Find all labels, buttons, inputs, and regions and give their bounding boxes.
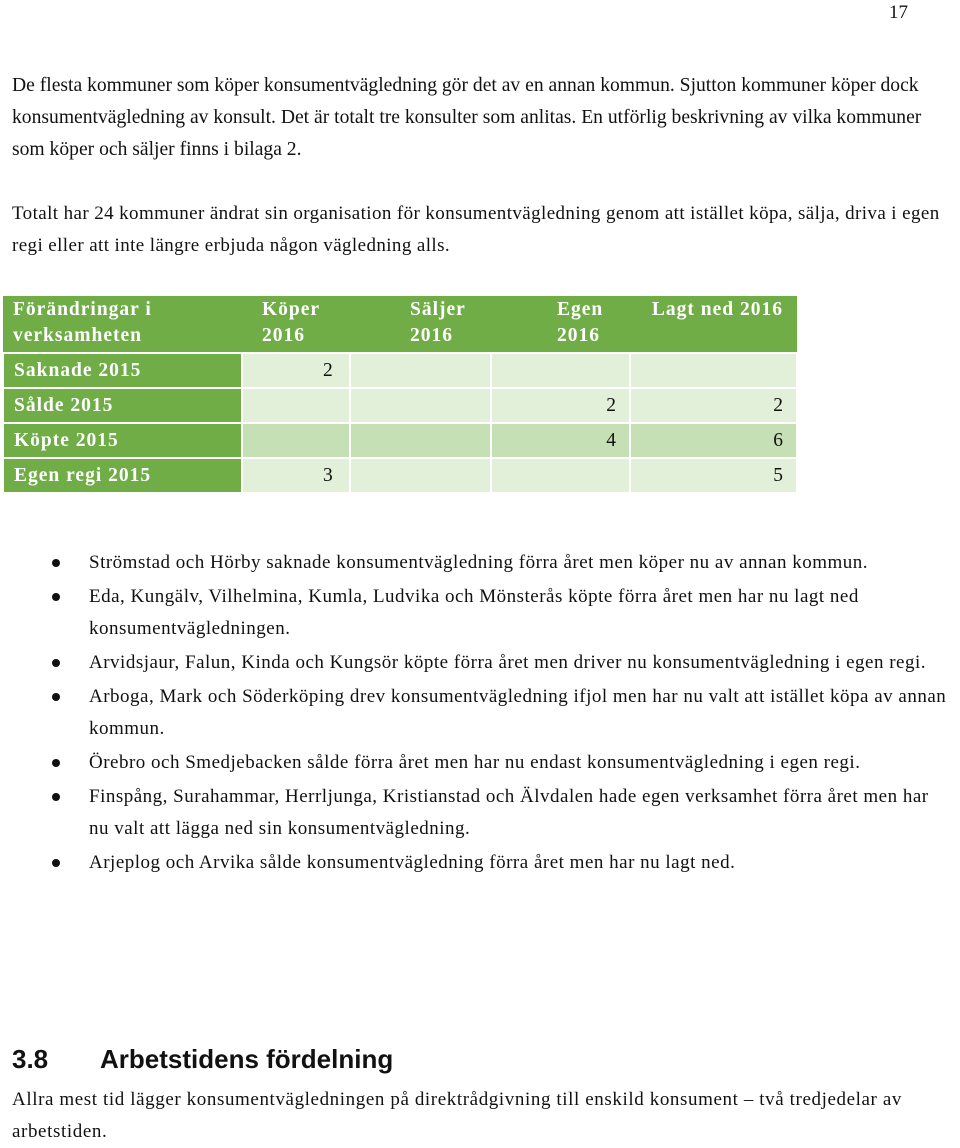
list-item-text: Arjeplog och Arvika sålde konsumentvägledning förra året men har nu lagt ned. (89, 852, 736, 873)
list-item (0, 747, 960, 779)
table-cell: 2 (491, 388, 630, 423)
list-item (0, 547, 960, 579)
page-number: 17 (889, 2, 908, 23)
changes-table (2, 296, 798, 494)
list-item (0, 781, 960, 845)
bullet-icon (52, 659, 60, 667)
table-cell (242, 388, 350, 423)
table-cell (491, 458, 630, 493)
bullet-icon (52, 793, 60, 801)
section-body-paragraph: Allra mest tid lägger konsumentvägledningen på direktrådgivning till enskild konsument – två tredjedelar av arbetstiden. (12, 1089, 902, 1142)
table-cell (491, 353, 630, 388)
municipality-changes-list (0, 547, 960, 881)
table-row (3, 423, 797, 458)
list-item (0, 647, 960, 679)
table-row (3, 353, 797, 388)
row-label: Sålde 2015 (3, 388, 242, 423)
bullet-icon (52, 759, 60, 767)
row-label: Saknade 2015 (3, 353, 242, 388)
table-cell: 3 (242, 458, 350, 493)
list-item (0, 847, 960, 879)
table-header-own: Egen 2016 (491, 296, 630, 353)
list-item-text: Finspång, Surahammar, Herrljunga, Kristianstad och Älvdalen hade egen verksamhet förra året men har nu valt att lägga ned sin konsumentvägledning. (89, 786, 929, 839)
table-header-buys: Köper 2016 (242, 296, 350, 353)
row-label: Egen regi 2015 (3, 458, 242, 493)
table-cell (630, 353, 797, 388)
table-cell: 5 (630, 458, 797, 493)
list-item-text: Eda, Kungälv, Vilhelmina, Kumla, Ludvika och Mönsterås köpte förra året men har nu lagt ned konsumentvägledningen. (89, 586, 859, 639)
table-row (3, 388, 797, 423)
table-header-changes: Förändringar i verksamheten (3, 296, 242, 353)
bullet-icon (52, 693, 60, 701)
table-header-sells: Säljer 2016 (350, 296, 491, 353)
table-cell (350, 458, 491, 493)
list-item (0, 581, 960, 645)
section-heading (12, 1044, 393, 1075)
bullet-icon (52, 859, 60, 867)
list-item-text: Arvidsjaur, Falun, Kinda och Kungsör köpte förra året men driver nu konsumentvägledning i egen regi. (89, 652, 927, 673)
section-number: 3.8 (12, 1044, 49, 1074)
table-header-row (3, 296, 797, 353)
table-cell: 2 (242, 353, 350, 388)
list-item-text: Arboga, Mark och Söderköping drev konsumentvägledning ifjol men har nu valt att istället köpa av annan kommun. (89, 686, 947, 739)
table-cell: 2 (630, 388, 797, 423)
table-header-closed: Lagt ned 2016 (630, 296, 797, 353)
section-title: Arbetstidens fördelning (100, 1044, 394, 1074)
intro-paragraph: De flesta kommuner som köper konsumentvägledning gör det av en annan kommun. Sjutton kommuner köper dock konsumentvägledning av konsult. Det är totalt tre konsulter som anlitas. En utförlig beskrivning av vilka kommuner som köper och säljer finns i bilaga 2. (12, 75, 922, 160)
table-cell (350, 423, 491, 458)
bullet-icon (52, 593, 60, 601)
table-cell (242, 423, 350, 458)
changes-paragraph: Totalt har 24 kommuner ändrat sin organisation för konsumentvägledning genom att istället köpa, sälja, driva i egen regi eller att inte längre erbjuda någon vägledning alls. (12, 203, 940, 256)
table-cell: 4 (491, 423, 630, 458)
list-item-text: Strömstad och Hörby saknade konsumentvägledning förra året men köper nu av annan kommun. (89, 552, 869, 573)
table-cell: 6 (630, 423, 797, 458)
changes-table-container (2, 296, 796, 494)
table-cell (350, 388, 491, 423)
row-label: Köpte 2015 (3, 423, 242, 458)
bullet-icon (52, 559, 60, 567)
list-item (0, 681, 960, 745)
table-row (3, 458, 797, 493)
table-cell (350, 353, 491, 388)
list-item-text: Örebro och Smedjebacken sålde förra året men har nu endast konsumentvägledning i egen regi. (89, 752, 861, 773)
